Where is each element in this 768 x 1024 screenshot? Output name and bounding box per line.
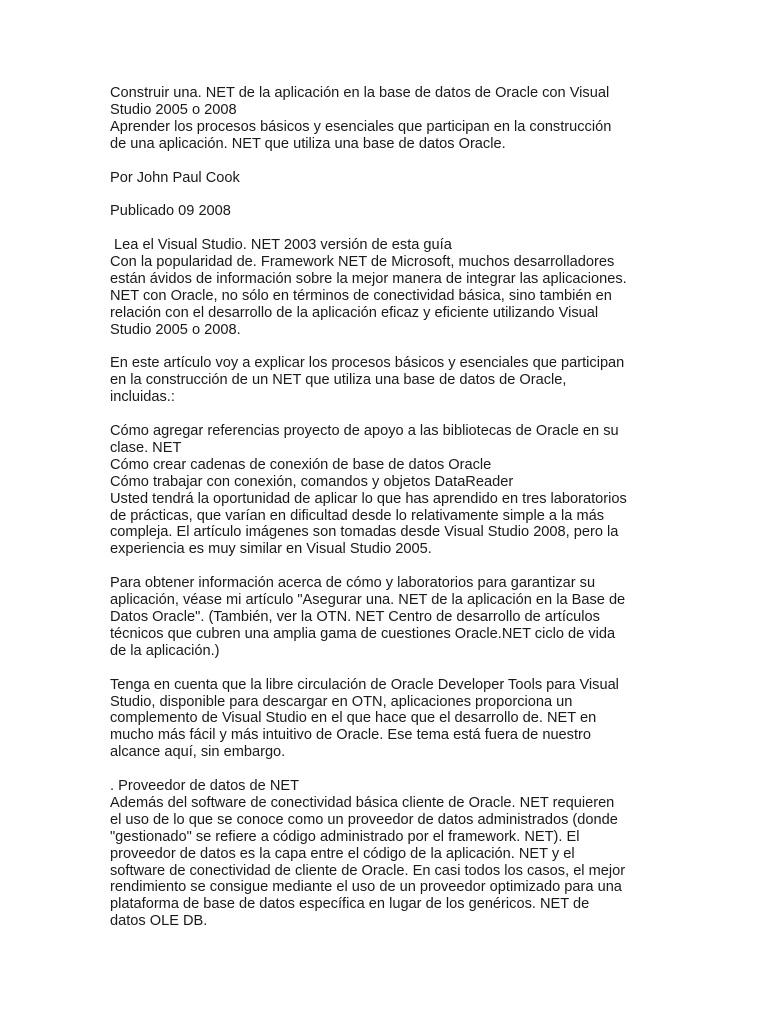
document-page (110, 85, 670, 947)
text-line: Cómo crear cadenas de conexión de base de datos Oracle (110, 456, 492, 473)
title-paragraph (110, 85, 670, 153)
text-line: experiencia es muy similar en Visual Studio 2005. (110, 541, 432, 558)
text-line: "gestionado" se refiere a código administrado por el framework. NET). El (110, 828, 580, 845)
author-line: Por John Paul Cook (110, 169, 240, 186)
text-line: aplicación, véase mi artículo "Asegurar una. NET de la aplicación en la Base de (110, 592, 626, 609)
overview-paragraph (110, 355, 670, 406)
text-line: de prácticas, que varían en dificultad desde lo relativamente simple a la más (110, 507, 605, 524)
text-line: compleja. El artículo imágenes son tomadas desde Visual Studio 2008, pero la (110, 524, 619, 541)
text-line: relación con el desarrollo de la aplicación eficaz y eficiente utilizando Visual (110, 304, 599, 321)
intro-paragraph (110, 237, 670, 338)
text-line: en la construcción de un NET que utiliza una base de datos de Oracle, (110, 372, 567, 389)
author-paragraph (110, 170, 670, 187)
date-line: Publicado 09 2008 (110, 203, 231, 220)
text-line: Cómo agregar referencias proyecto de apoyo a las bibliotecas de Oracle en su (110, 423, 619, 440)
text-line: el uso de lo que se conoce como un proveedor de datos administrados (donde (110, 811, 618, 828)
topics-paragraph (110, 423, 670, 558)
text-line: proveedor de datos es la capa entre el código de la aplicación. NET y el (110, 845, 575, 862)
text-line: rendimiento se consigue mediante el uso de un proveedor optimizado para una (110, 879, 622, 896)
text-line: Studio 2005 o 2008 (110, 101, 237, 118)
text-line: Lea el Visual Studio. NET 2003 versión de esta guía (110, 237, 452, 254)
security-paragraph (110, 575, 670, 660)
provider-paragraph (110, 778, 670, 930)
text-line: de una aplicación. NET que utiliza una base de datos Oracle. (110, 135, 506, 152)
text-line: incluidas.: (110, 389, 175, 406)
text-line: mucho más fácil y más intuitivo de Oracle. Ese tema está fuera de nuestro (110, 727, 592, 744)
text-line: Construir una. NET de la aplicación en la base de datos de Oracle con Visual (110, 85, 610, 101)
section-heading: . Proveedor de datos de NET (110, 778, 300, 795)
text-line: NET con Oracle, no sólo en términos de conectividad básica, sino también en (110, 287, 612, 304)
text-line: Además del software de conectividad básica cliente de Oracle. NET requieren (110, 794, 615, 811)
date-paragraph (110, 203, 670, 220)
text-line: de la aplicación.) (110, 642, 220, 659)
text-line: Para obtener información acerca de cómo y laboratorios para garantizar su (110, 575, 596, 592)
text-line: complemento de Visual Studio en el que hace que el desarrollo de. NET en (110, 710, 597, 727)
text-line: software de conectividad de cliente de Oracle. En casi todos los casos, el mejor (110, 862, 626, 879)
text-line: Cómo trabajar con conexión, comandos y objetos DataReader (110, 473, 514, 490)
text-line: Studio 2005 o 2008. (110, 321, 241, 338)
text-line: datos OLE DB. (110, 913, 208, 930)
text-line: plataforma de base de datos específica en lugar de los genéricos. NET de (110, 896, 590, 913)
text-line: Aprender los procesos básicos y esenciales que participan en la construcción (110, 118, 612, 135)
text-line: Usted tendrá la oportunidad de aplicar lo que has aprendido en tres laboratorios (110, 490, 627, 507)
text-line: técnicos que cubren una amplia gama de cuestiones Oracle.NET ciclo de vida (110, 625, 616, 642)
text-line: Tenga en cuenta que la libre circulación de Oracle Developer Tools para Visual (110, 676, 619, 693)
text-line: alcance aquí, sin embargo. (110, 744, 286, 761)
text-line: clase. NET (110, 439, 182, 456)
tools-paragraph (110, 677, 670, 762)
text-line: Studio, disponible para descargar en OTN, aplicaciones proporciona un (110, 693, 573, 710)
text-line: Con la popularidad de. Framework NET de Microsoft, muchos desarrolladores (110, 254, 615, 271)
text-line: están ávidos de información sobre la mejor manera de integrar las aplicaciones. (110, 270, 627, 287)
text-line: En este artículo voy a explicar los procesos básicos y esenciales que participan (110, 355, 625, 372)
text-line: Datos Oracle". (También, ver la OTN. NET Centro de desarrollo de artículos (110, 609, 600, 625)
